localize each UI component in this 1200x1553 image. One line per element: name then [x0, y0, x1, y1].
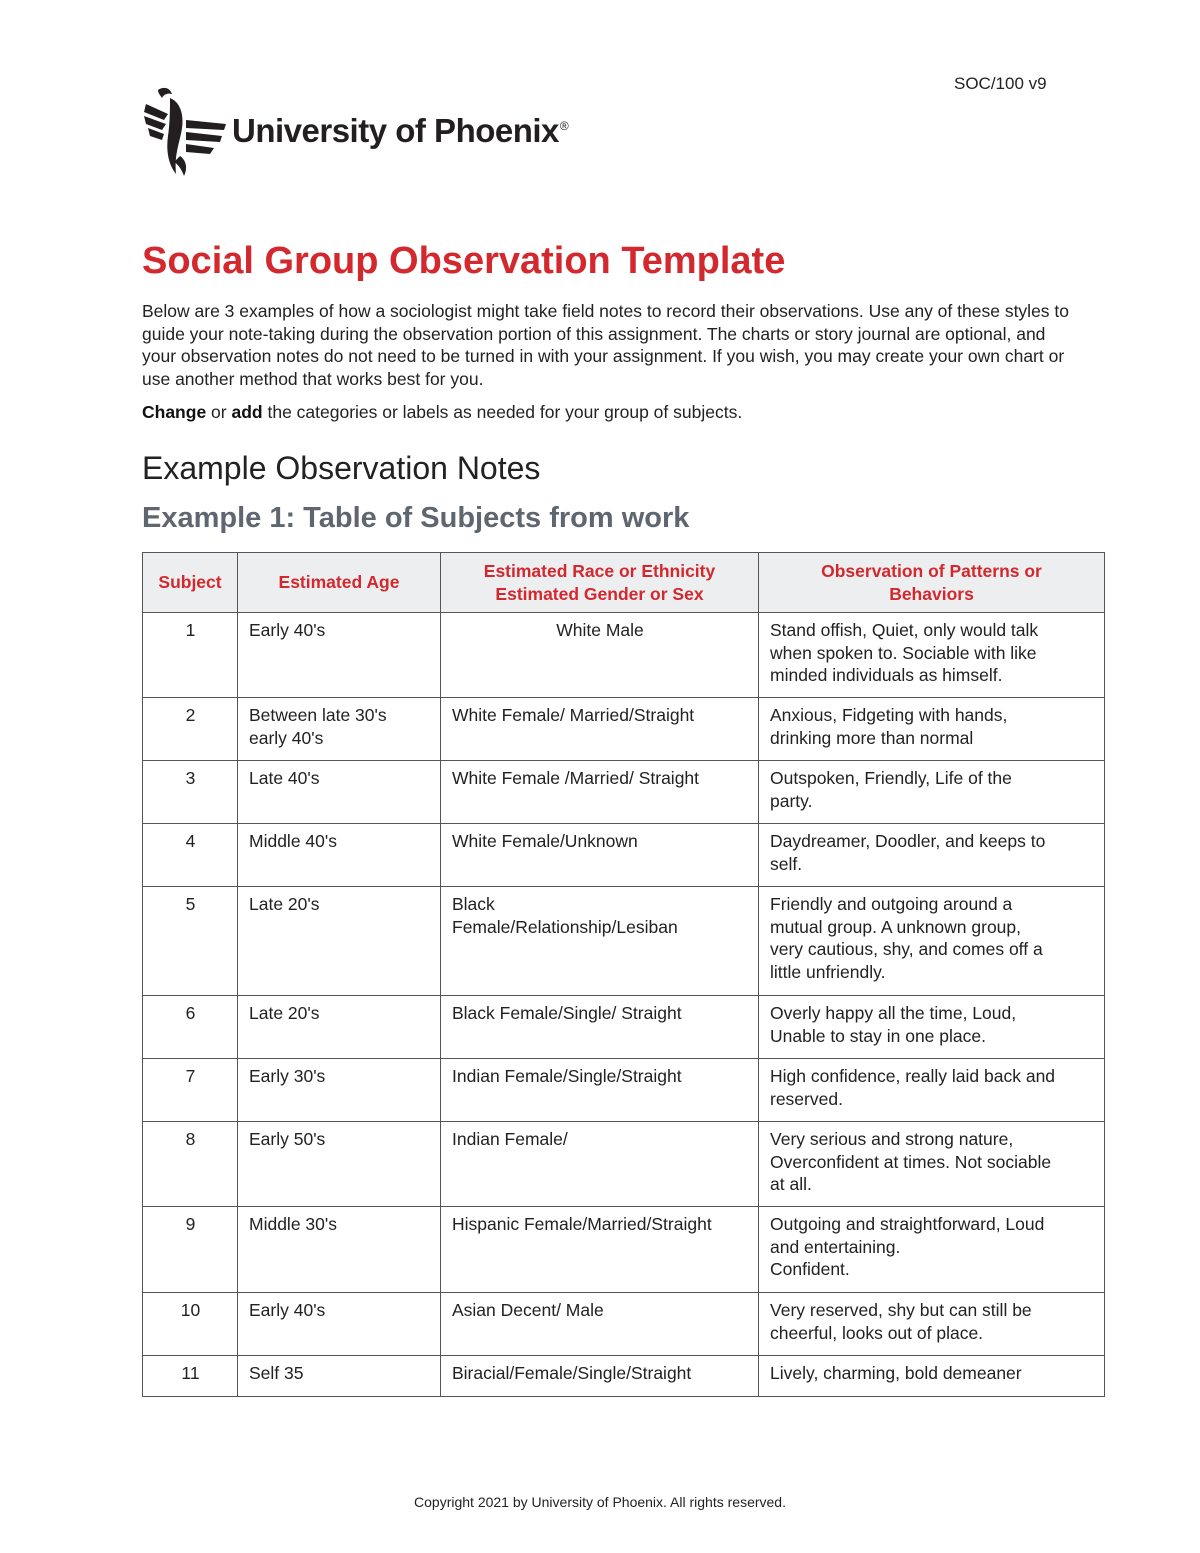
- estimated-age-cell: Early 30's: [238, 1059, 441, 1122]
- table-row: [143, 1059, 1105, 1122]
- observation-cell: Outspoken, Friendly, Life of the party.: [759, 761, 1105, 824]
- race-gender-cell: Black Female/Relationship/Lesiban: [441, 887, 759, 996]
- table-row: [143, 1207, 1105, 1293]
- intro-paragraph: Below are 3 examples of how a sociologist might take field notes to record their observations. Use any of these styles to guide your note-taking during the observation portion of this assignment. The charts or story journal are optional, and your observation notes do not need to be turned in with your assignment. If you wish, you may create your own chart or use another method that works best for you.: [142, 301, 1070, 389]
- subject-number-cell: 7: [143, 1059, 238, 1122]
- observation-cell: Overly happy all the time, Loud, Unable to stay in one place.: [759, 996, 1105, 1059]
- estimated-age-cell: Between late 30's early 40's: [238, 698, 441, 761]
- subject-number-cell: 6: [143, 996, 238, 1059]
- race-gender-cell: White Female/Unknown: [441, 824, 759, 887]
- subject-number-cell: 1: [143, 613, 238, 698]
- race-gender-cell: Indian Female/: [441, 1122, 759, 1207]
- subject-number-cell: 11: [143, 1356, 238, 1397]
- header-observation: Observation of Patterns or Behaviors: [759, 553, 1105, 613]
- observation-cell: High confidence, really laid back and reserved.: [759, 1059, 1105, 1122]
- estimated-age-cell: Middle 30's: [238, 1207, 441, 1293]
- table-row: [143, 698, 1105, 761]
- section-heading: Example Observation Notes: [142, 450, 541, 486]
- table-header-row: [143, 553, 1105, 613]
- estimated-age-cell: Late 20's: [238, 887, 441, 996]
- header-race-gender: Estimated Race or Ethnicity Estimated Gender or Sex: [441, 553, 759, 613]
- estimated-age-cell: Late 20's: [238, 996, 441, 1059]
- table-row: [143, 824, 1105, 887]
- table-row: [143, 887, 1105, 996]
- table-row: [143, 1122, 1105, 1207]
- race-gender-cell: Indian Female/Single/Straight: [441, 1059, 759, 1122]
- subject-number-cell: 9: [143, 1207, 238, 1293]
- observation-cell: Friendly and outgoing around a mutual group. A unknown group, very cautious, shy, and comes off a little unfriendly.: [759, 887, 1105, 996]
- logo-wordmark: University of Phoenix®: [232, 112, 569, 149]
- subjects-table: [142, 552, 1105, 1397]
- header-subject: Subject: [143, 553, 238, 613]
- estimated-age-cell: Early 50's: [238, 1122, 441, 1207]
- observation-cell: Very serious and strong nature, Overconfident at times. Not sociable at all.: [759, 1122, 1105, 1207]
- table-row: [143, 613, 1105, 698]
- observation-cell: Lively, charming, bold demeaner: [759, 1356, 1105, 1397]
- observation-cell: Daydreamer, Doodler, and keeps to self.: [759, 824, 1105, 887]
- estimated-age-cell: Late 40's: [238, 761, 441, 824]
- subject-number-cell: 4: [143, 824, 238, 887]
- race-gender-cell: White Female/ Married/Straight: [441, 698, 759, 761]
- subject-number-cell: 2: [143, 698, 238, 761]
- example-heading: Example 1: Table of Subjects from work: [142, 502, 690, 534]
- estimated-age-cell: Self 35: [238, 1356, 441, 1397]
- course-code: SOC/100 v9: [954, 74, 1047, 93]
- subject-number-cell: 3: [143, 761, 238, 824]
- estimated-age-cell: Middle 40's: [238, 824, 441, 887]
- observation-cell: Anxious, Fidgeting with hands, drinking more than normal: [759, 698, 1105, 761]
- race-gender-cell: White Female /Married/ Straight: [441, 761, 759, 824]
- race-gender-cell: Hispanic Female/Married/Straight: [441, 1207, 759, 1293]
- copyright-footer: Copyright 2021 by University of Phoenix. All rights reserved.: [414, 1494, 786, 1510]
- subject-number-cell: 8: [143, 1122, 238, 1207]
- header-estimated-age: Estimated Age: [238, 553, 441, 613]
- subject-number-cell: 5: [143, 887, 238, 996]
- table-row: [143, 1356, 1105, 1397]
- observation-cell: Stand offish, Quiet, only would talk when spoken to. Sociable with like minded individuals as himself.: [759, 613, 1105, 698]
- observation-cell: Outgoing and straightforward, Loud and entertaining. Confident.: [759, 1207, 1105, 1293]
- race-gender-cell: Biracial/Female/Single/Straight: [441, 1356, 759, 1397]
- subject-number-cell: 10: [143, 1293, 238, 1356]
- table-row: [143, 1293, 1105, 1356]
- page-title: Social Group Observation Template: [142, 240, 786, 282]
- observation-cell: Very reserved, shy but can still be cheerful, looks out of place.: [759, 1293, 1105, 1356]
- estimated-age-cell: Early 40's: [238, 1293, 441, 1356]
- table-row: [143, 761, 1105, 824]
- phoenix-bird-icon: [140, 84, 228, 178]
- estimated-age-cell: Early 40's: [238, 613, 441, 698]
- race-gender-cell: Asian Decent/ Male: [441, 1293, 759, 1356]
- instructions-line: Change or add the categories or labels as needed for your group of subjects.: [142, 402, 743, 422]
- table-row: [143, 996, 1105, 1059]
- university-logo: [140, 84, 568, 178]
- race-gender-cell: White Male: [441, 613, 759, 698]
- race-gender-cell: Black Female/Single/ Straight: [441, 996, 759, 1059]
